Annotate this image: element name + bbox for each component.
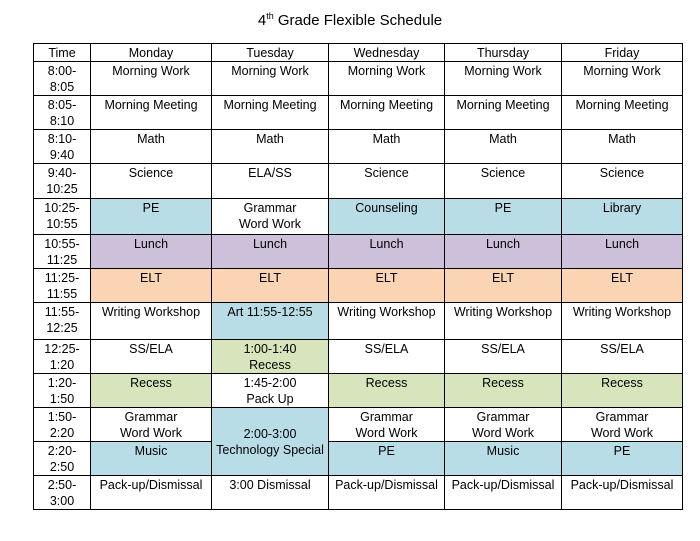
cell-thursday: Science xyxy=(445,164,562,199)
table-row xyxy=(34,442,683,476)
cell-wednesday: Science xyxy=(329,164,445,199)
cell-tuesday: 1:00-1:40 Recess xyxy=(212,340,329,374)
cell-wednesday: Lunch xyxy=(329,235,445,269)
cell-friday: Morning Meeting xyxy=(562,96,683,130)
cell-wednesday: Pack-up/Dismissal xyxy=(329,476,445,510)
cell-monday: Science xyxy=(91,164,212,199)
cell-tuesday: Grammar Word Work xyxy=(212,199,329,235)
time-cell: 11:55- 12:25 xyxy=(34,303,91,340)
cell-wednesday: Writing Workshop xyxy=(329,303,445,340)
cell-thursday: Math xyxy=(445,130,562,164)
cell-wednesday: Morning Meeting xyxy=(329,96,445,130)
cell-thursday: ELT xyxy=(445,269,562,303)
cell-monday: PE xyxy=(91,199,212,235)
table-row xyxy=(34,340,683,374)
cell-tuesday: Lunch xyxy=(212,235,329,269)
cell-wednesday: PE xyxy=(329,442,445,476)
cell-thursday: Morning Meeting xyxy=(445,96,562,130)
cell-friday: SS/ELA xyxy=(562,340,683,374)
cell-friday: Science xyxy=(562,164,683,199)
cell-wednesday: ELT xyxy=(329,269,445,303)
time-cell: 1:50- 2:20 xyxy=(34,408,91,442)
cell-friday: Writing Workshop xyxy=(562,303,683,340)
cell-tuesday: Art 11:55-12:55 xyxy=(212,303,329,340)
cell-monday: Morning Meeting xyxy=(91,96,212,130)
cell-friday: PE xyxy=(562,442,683,476)
time-cell: 10:25- 10:55 xyxy=(34,199,91,235)
table-row xyxy=(34,303,683,340)
cell-monday: Pack-up/Dismissal xyxy=(91,476,212,510)
cell-thursday: Pack-up/Dismissal xyxy=(445,476,562,510)
cell-wednesday: Math xyxy=(329,130,445,164)
cell-monday: Recess xyxy=(91,374,212,408)
time-cell: 2:20- 2:50 xyxy=(34,442,91,476)
cell-tuesday-technology: 2:00-3:00 Technology Special xyxy=(212,408,329,476)
cell-wednesday: Counseling xyxy=(329,199,445,235)
header-thursday: Thursday xyxy=(445,44,562,62)
cell-tuesday: Math xyxy=(212,130,329,164)
cell-monday: SS/ELA xyxy=(91,340,212,374)
cell-wednesday: Recess xyxy=(329,374,445,408)
table-row xyxy=(34,199,683,235)
time-cell: 2:50- 3:00 xyxy=(34,476,91,510)
table-row xyxy=(34,408,683,442)
cell-tuesday: 1:45-2:00 Pack Up xyxy=(212,374,329,408)
cell-friday: Library xyxy=(562,199,683,235)
time-cell: 8:05- 8:10 xyxy=(34,96,91,130)
cell-friday: Pack-up/Dismissal xyxy=(562,476,683,510)
table-row xyxy=(34,130,683,164)
cell-thursday: Music xyxy=(445,442,562,476)
time-cell: 10:55- 11:25 xyxy=(34,235,91,269)
cell-monday: Music xyxy=(91,442,212,476)
cell-thursday: Writing Workshop xyxy=(445,303,562,340)
cell-tuesday: ELA/SS xyxy=(212,164,329,199)
table-row xyxy=(34,374,683,408)
table-row xyxy=(34,96,683,130)
table-row xyxy=(34,164,683,199)
time-cell: 8:00- 8:05 xyxy=(34,62,91,96)
cell-friday: Lunch xyxy=(562,235,683,269)
table-row xyxy=(34,269,683,303)
page-title: 4th Grade Flexible Schedule xyxy=(257,11,443,29)
header-row xyxy=(34,44,683,62)
cell-wednesday: Morning Work xyxy=(329,62,445,96)
cell-thursday: Recess xyxy=(445,374,562,408)
cell-monday: Grammar Word Work xyxy=(91,408,212,442)
cell-thursday: Lunch xyxy=(445,235,562,269)
time-cell: 1:20- 1:50 xyxy=(34,374,91,408)
cell-monday: Writing Workshop xyxy=(91,303,212,340)
cell-tuesday: ELT xyxy=(212,269,329,303)
cell-friday: Grammar Word Work xyxy=(562,408,683,442)
time-cell: 9:40- 10:25 xyxy=(34,164,91,199)
schedule-table xyxy=(33,43,683,510)
header-wednesday: Wednesday xyxy=(329,44,445,62)
cell-thursday: SS/ELA xyxy=(445,340,562,374)
cell-monday: Morning Work xyxy=(91,62,212,96)
cell-friday: Morning Work xyxy=(562,62,683,96)
time-cell: 11:25- 11:55 xyxy=(34,269,91,303)
header-tuesday: Tuesday xyxy=(212,44,329,62)
table-row xyxy=(34,235,683,269)
cell-tuesday: 3:00 Dismissal xyxy=(212,476,329,510)
cell-friday: Math xyxy=(562,130,683,164)
header-friday: Friday xyxy=(562,44,683,62)
time-cell: 12:25- 1:20 xyxy=(34,340,91,374)
header-time: Time xyxy=(34,44,91,62)
cell-friday: ELT xyxy=(562,269,683,303)
cell-friday: Recess xyxy=(562,374,683,408)
cell-wednesday: SS/ELA xyxy=(329,340,445,374)
header-monday: Monday xyxy=(91,44,212,62)
cell-tuesday: Morning Work xyxy=(212,62,329,96)
cell-thursday: Morning Work xyxy=(445,62,562,96)
cell-monday: Lunch xyxy=(91,235,212,269)
cell-monday: Math xyxy=(91,130,212,164)
cell-thursday: Grammar Word Work xyxy=(445,408,562,442)
table-row xyxy=(34,476,683,510)
cell-thursday: PE xyxy=(445,199,562,235)
cell-monday: ELT xyxy=(91,269,212,303)
cell-tuesday: Morning Meeting xyxy=(212,96,329,130)
time-cell: 8:10- 9:40 xyxy=(34,130,91,164)
table-row xyxy=(34,62,683,96)
cell-wednesday: Grammar Word Work xyxy=(329,408,445,442)
